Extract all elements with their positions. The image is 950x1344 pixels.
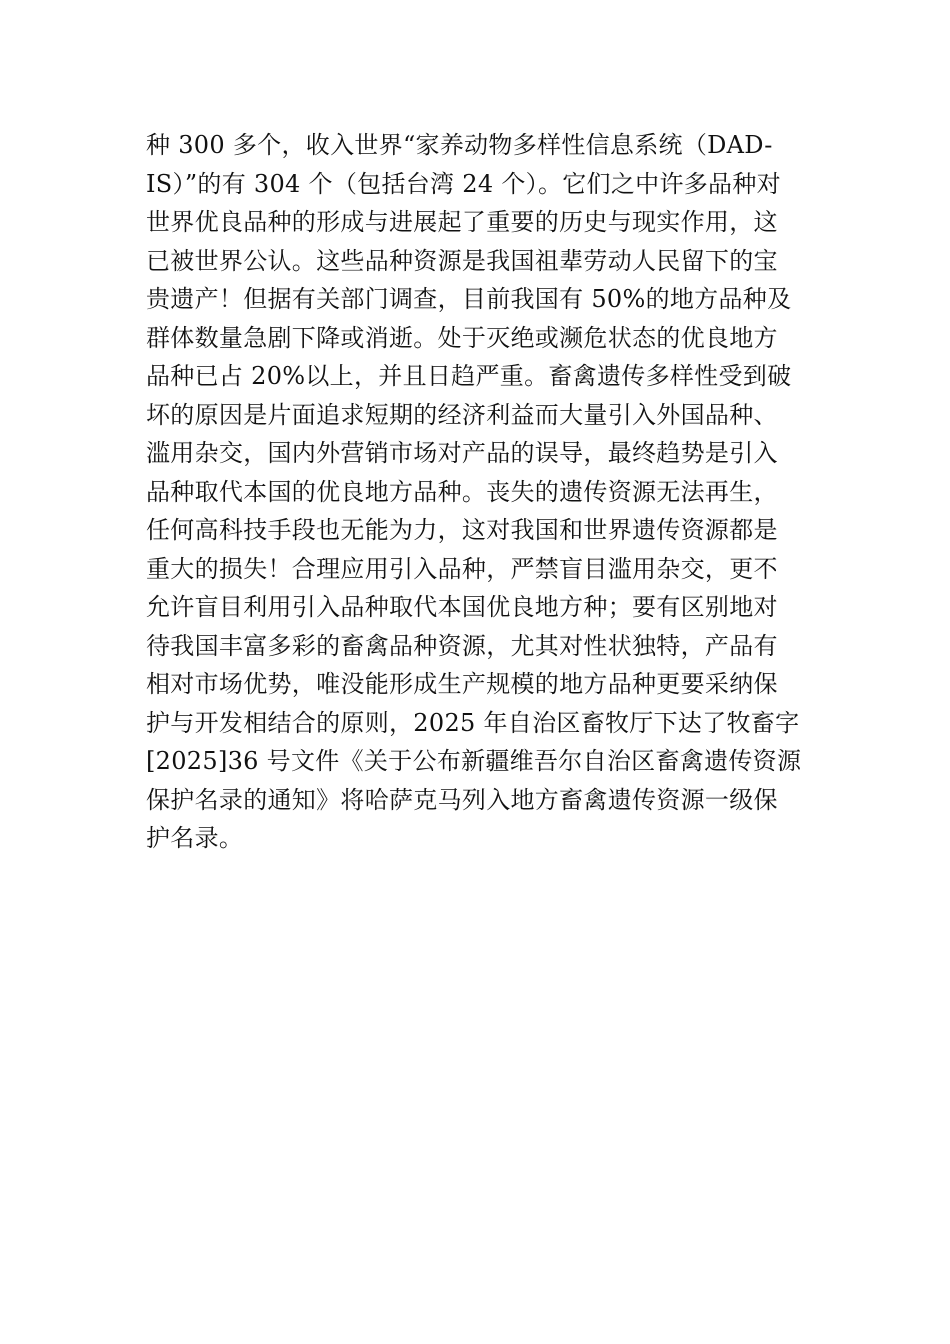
- text-line: 允许盲目利用引入品种取代本国优良地方种；要有区别地对: [146, 593, 778, 621]
- text-line: IS）”的有 304 个（包括台湾 24 个）。它们之中许多品种对: [146, 169, 781, 198]
- text-line: 待我国丰富多彩的畜禽品种资源，尤其对性状独特，产品有: [146, 631, 778, 660]
- text-line: 品种已占 20%以上，并且日趋严重。畜禽遗传多样性受到破: [146, 362, 792, 390]
- text-line: 品种取代本国的优良地方品种。丧失的遗传资源无法再生，: [146, 477, 778, 506]
- text-line: 种 300 多个，收入世界“家养动物多样性信息系统（DAD-: [146, 131, 773, 159]
- text-line: 已被世界公认。这些品种资源是我国祖辈劳动人民留下的宝: [146, 246, 778, 275]
- text-line: 护与开发相结合的原则，2025 年自治区畜牧厅下达了牧畜字: [146, 708, 800, 737]
- text-line: 相对市场优势，唯没能形成生产规模的地方品种更要采纳保: [146, 670, 778, 698]
- body-paragraph: [146, 126, 826, 858]
- text-line: 保护名录的通知》将哈萨克马列入地方畜禽遗传资源一级保: [146, 785, 778, 814]
- text-line: 坏的原因是片面追求短期的经济利益而大量引入外国品种、: [146, 400, 778, 429]
- text-line: 滥用杂交，国内外营销市场对产品的误导，最终趋势是引入: [146, 439, 778, 467]
- text-line: 任何高科技手段也无能为力，这对我国和世界遗传资源都是: [146, 516, 778, 544]
- text-line: 贵遗产！但据有关部门调查，目前我国有 50%的地方品种及: [146, 285, 792, 313]
- text-line: 世界优良品种的形成与进展起了重要的历史与现实作用，这: [146, 208, 778, 236]
- text-line: 护名录。: [146, 824, 244, 852]
- text-line: 群体数量急剧下降或消逝。处于灭绝或濒危状态的优良地方: [146, 323, 778, 352]
- text-line: [2025]36 号文件《关于公布新疆维吾尔自治区畜禽遗传资源: [146, 747, 802, 775]
- text-line: 重大的损失！合理应用引入品种，严禁盲目滥用杂交，更不: [146, 554, 778, 583]
